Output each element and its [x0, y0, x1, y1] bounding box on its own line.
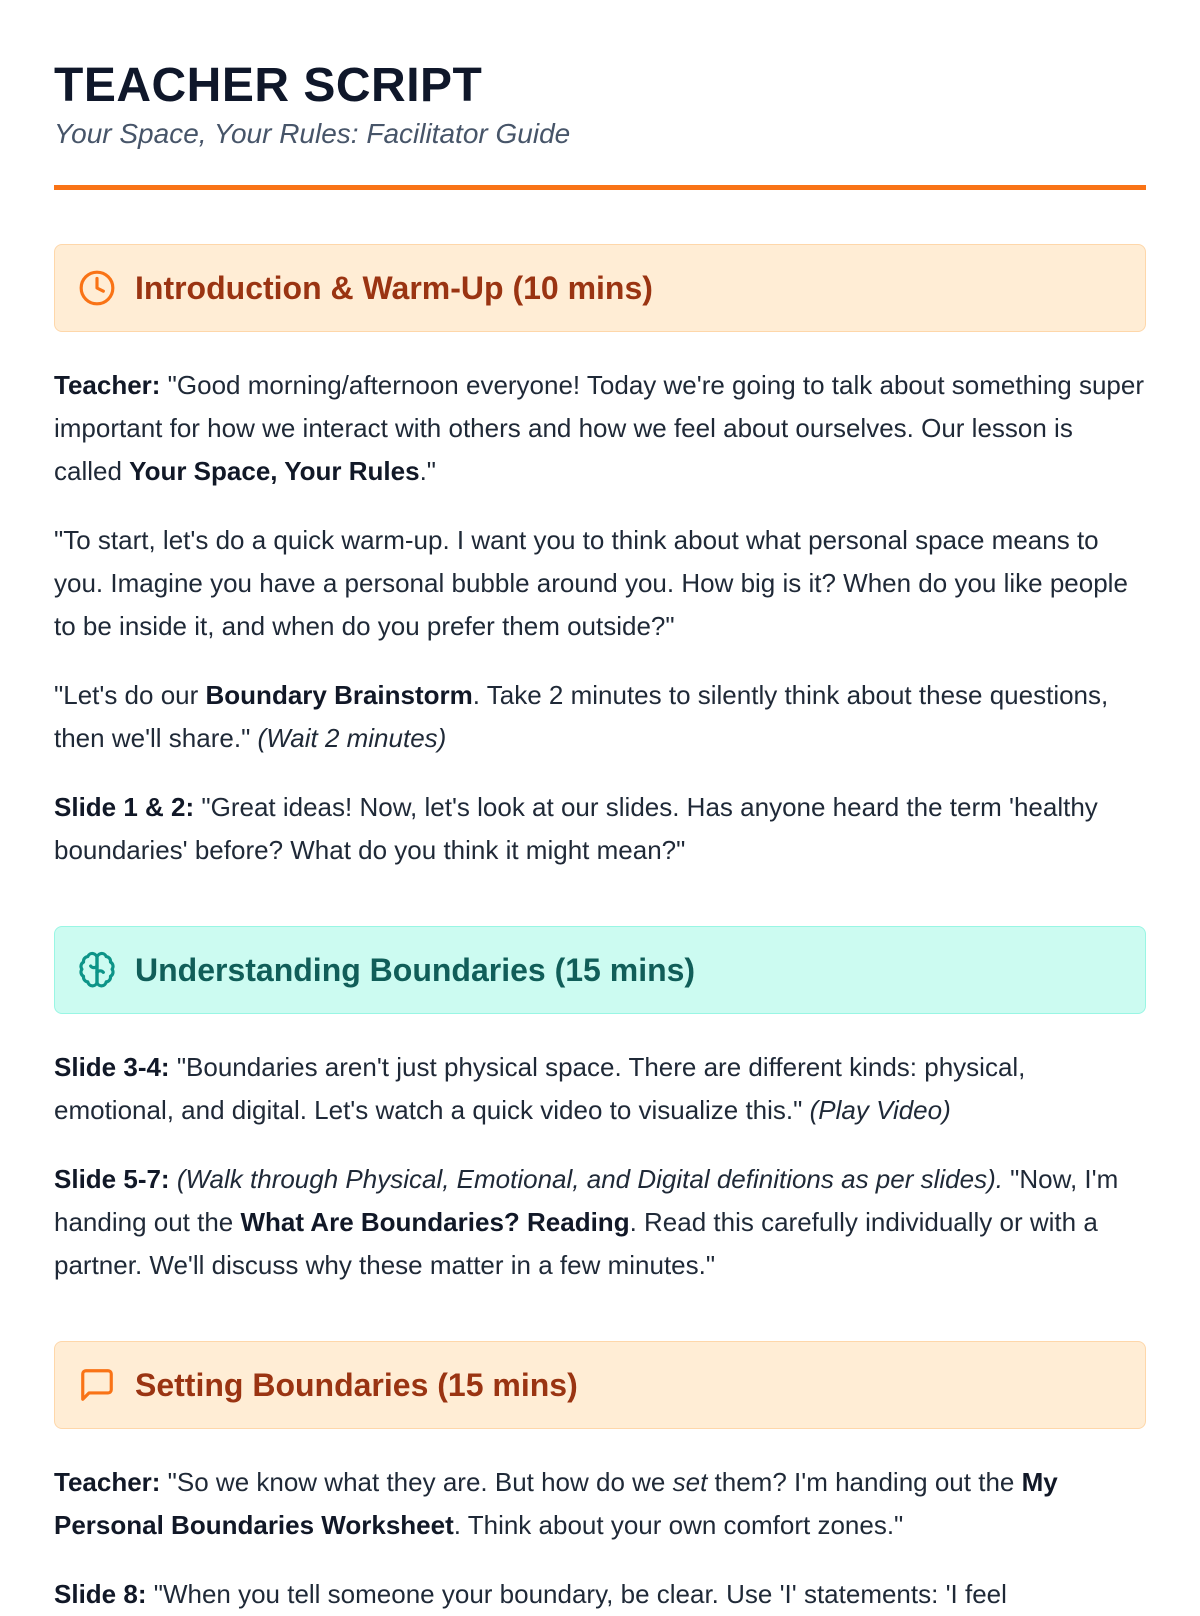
script-text: "Boundaries aren't just physical space. There are different kinds: physical, emotional, and digital. Let's watch a quick video to visualize this." [54, 1052, 1026, 1125]
activity-name: Boundary Brainstorm [205, 680, 473, 710]
script-paragraph [54, 786, 1146, 872]
script-text: "Great ideas! Now, let's look at our slides. Has anyone heard the term 'healthy boundaries' before? What do you think it might mean?" [54, 792, 1098, 865]
script-text: . Think about your own comfort zones." [453, 1510, 904, 1540]
lesson-name: Your Space, Your Rules [129, 456, 420, 486]
handout-name: What Are Boundaries? Reading [240, 1207, 630, 1237]
slide-label: Slide 3-4: [54, 1052, 170, 1082]
page-title: TEACHER SCRIPT [54, 59, 483, 112]
speaker-label: Teacher: [54, 370, 161, 400]
handout-name: My Personal Boundaries Worksheet [54, 1467, 1058, 1540]
stage-direction: (Walk through Physical, Emotional, and Digital definitions as per slides). [169, 1164, 1003, 1194]
script-text: "Now, I'm handing out the [54, 1164, 1119, 1237]
section-title: Setting Boundaries (15 mins) [135, 1366, 578, 1403]
script-paragraph [54, 1158, 1146, 1287]
page-subtitle: Your Space, Your Rules: Facilitator Guide [54, 118, 571, 149]
section-header-understanding [54, 926, 1146, 1014]
brain-icon [77, 950, 117, 990]
script-paragraph [54, 1461, 1146, 1547]
stage-direction: (Wait 2 minutes) [257, 723, 447, 753]
script-text: . Take 2 minutes to silently think about these questions, then we'll share." [54, 680, 1109, 753]
stage-direction: (Play Video) [809, 1095, 951, 1125]
script-paragraph [54, 674, 1146, 760]
slide-label: Slide 1 & 2: [54, 792, 195, 822]
script-text: "When you tell someone your boundary, be clear. Use 'I' statements: 'I feel [146, 1579, 1007, 1609]
emphasis-text: set [672, 1467, 708, 1497]
script-paragraph [54, 1573, 1146, 1616]
script-paragraph [54, 364, 1146, 493]
script-text: "To start, let's do a quick warm-up. I want you to think about what personal space means to you. Imagine you have a personal bubble around you. How big is it? When do you like people to be inside it, and when do you prefer them outside?" [54, 525, 1128, 641]
header-divider [54, 185, 1146, 190]
speech-bubble-icon [77, 1365, 117, 1405]
script-text: "Good morning/afternoon everyone! Today we're going to talk about something super important for how we interact with others and how we feel about ourselves. Our lesson is called [54, 370, 1144, 486]
script-text: "Let's do our [54, 680, 206, 710]
section-title: Introduction & Warm-Up (10 mins) [135, 269, 653, 306]
script-paragraph [54, 519, 1146, 648]
script-text: them? I'm handing out the [707, 1467, 1022, 1497]
slide-label: Slide 8: [54, 1579, 147, 1609]
script-text: . Read this carefully individually or with a partner. We'll discuss why these matter in a few minutes." [54, 1207, 1098, 1280]
script-text: ." [419, 456, 437, 486]
script-text: "So we know what they are. But how do we [160, 1467, 673, 1497]
clock-icon [77, 268, 117, 308]
slide-label: Slide 5-7: [54, 1164, 170, 1194]
section-header-introduction [54, 244, 1146, 332]
speaker-label: Teacher: [54, 1467, 161, 1497]
section-header-setting [54, 1341, 1146, 1429]
script-paragraph [54, 1046, 1146, 1132]
section-title: Understanding Boundaries (15 mins) [135, 951, 696, 988]
